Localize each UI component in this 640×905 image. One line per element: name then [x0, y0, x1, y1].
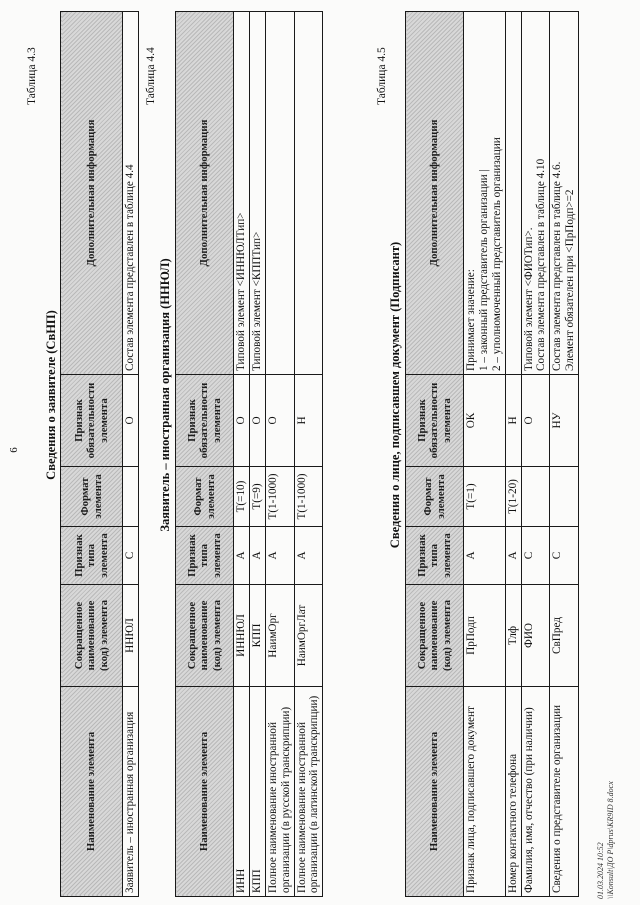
- table-cell: Номер контактного телефона: [505, 687, 521, 897]
- table-cell: Типовой элемент <КППТип>: [249, 12, 265, 375]
- table-cell: [521, 467, 550, 527]
- column-header: Формат элемента: [406, 467, 464, 527]
- table-cell: Тлф: [505, 585, 521, 687]
- table-cell: А: [464, 527, 506, 585]
- table-cell: А: [234, 527, 250, 585]
- table-cell: T(1-20): [505, 467, 521, 527]
- table-cell: СвПред: [550, 585, 579, 687]
- elements-table: [60, 11, 139, 897]
- table-cell: С: [550, 527, 579, 585]
- table-cell: А: [505, 527, 521, 585]
- table-caption: Таблица 4.5: [376, 47, 388, 105]
- column-header: Дополнительная информация: [61, 12, 123, 375]
- table-cell: Принимает значение: 1 – законный представитель организации | 2 – уполномоченный представитель организации: [464, 12, 506, 375]
- table-cell: С: [123, 527, 139, 585]
- table-cell: О: [123, 375, 139, 467]
- table-cell: Полное наименование иностранной организации (в русской транскрипции): [265, 687, 294, 897]
- page-number: 6: [8, 447, 20, 453]
- table-cell: А: [249, 527, 265, 585]
- table-cell: О: [521, 375, 550, 467]
- table-header-row: [406, 12, 464, 897]
- column-header: Признак обязательности элемента: [61, 375, 123, 467]
- table-row: [265, 12, 294, 897]
- table-caption: Таблица 4.4: [145, 47, 157, 105]
- table-cell: Полное наименование иностранной организации (в латинской транскрипции): [294, 687, 323, 897]
- table-cell: Типовой элемент <ИННЮЛТип>: [234, 12, 250, 375]
- table-title: Сведения о заявителе (СвНП): [44, 310, 58, 480]
- elements-table: [175, 11, 323, 897]
- table-cell: ПрПодп: [464, 585, 506, 687]
- elements-table: [405, 11, 579, 897]
- column-header: Формат элемента: [176, 467, 234, 527]
- column-header: Наименование элемента: [61, 687, 123, 897]
- table-cell: А: [265, 527, 294, 585]
- table-title: Заявитель – иностранная организация (ННЮЛ): [158, 258, 172, 532]
- table-cell: T(1-1000): [265, 467, 294, 527]
- table-cell: Сведения о представителе организации: [550, 687, 579, 897]
- table-cell: [550, 467, 579, 527]
- table-cell: Фамилия, имя, отчество (при наличии): [521, 687, 550, 897]
- table-header-row: [176, 12, 234, 897]
- column-header: Признак типа элемента: [176, 527, 234, 585]
- column-header: Сокращенное наименование (код) элемента: [61, 585, 123, 687]
- table-row: [550, 12, 579, 897]
- column-header: Дополнительная информация: [406, 12, 464, 375]
- table-cell: Типовой элемент <ФИОТип>. Состав элемента представлен в таблице 4.10: [521, 12, 550, 375]
- table-title: Сведения о лице, подписавшем документ (Подписант): [388, 241, 402, 549]
- table-cell: С: [521, 527, 550, 585]
- table-cell: НУ: [550, 375, 579, 467]
- table-cell: ИНН: [234, 687, 250, 897]
- table-cell: T(=10): [234, 467, 250, 527]
- table-cell: T(1-1000): [294, 467, 323, 527]
- footnote: 01.03.2024 10:52 \\Konsult\ДО Р\dprus\KR9ID 8.docx: [596, 781, 615, 899]
- table-row: [249, 12, 265, 897]
- column-header: Дополнительная информация: [176, 12, 234, 375]
- column-header: Сокращенное наименование (код) элемента: [176, 585, 234, 687]
- table-cell: О: [265, 375, 294, 467]
- table-cell: ФИО: [521, 585, 550, 687]
- column-header: Признак обязательности элемента: [176, 375, 234, 467]
- table-cell: T(=1): [464, 467, 506, 527]
- table-header-row: [61, 12, 123, 897]
- table-cell: [123, 467, 139, 527]
- table-cell: Н: [294, 375, 323, 467]
- table-cell: Заявитель – иностранная организация: [123, 687, 139, 897]
- table-cell: ИННЮЛ: [234, 585, 250, 687]
- table-cell: Состав элемента представлен в таблице 4.4: [123, 12, 139, 375]
- column-header: Наименование элемента: [176, 687, 234, 897]
- table-cell: О: [234, 375, 250, 467]
- table-row: [123, 12, 139, 897]
- column-header: Признак типа элемента: [406, 527, 464, 585]
- table-cell: ННЮЛ: [123, 585, 139, 687]
- table-row: [521, 12, 550, 897]
- table-cell: НаимОрг: [265, 585, 294, 687]
- table-caption: Таблица 4.3: [26, 47, 38, 105]
- table-row: [234, 12, 250, 897]
- table-row: [464, 12, 506, 897]
- column-header: Сокращенное наименование (код) элемента: [406, 585, 464, 687]
- column-header: Наименование элемента: [406, 687, 464, 897]
- table-cell: КПП: [249, 687, 265, 897]
- table-row: [505, 12, 521, 897]
- table-cell: КПП: [249, 585, 265, 687]
- table-cell: T(=9): [249, 467, 265, 527]
- table-cell: ОК: [464, 375, 506, 467]
- table-cell: Состав элемента представлен в таблице 4.6. Элемент обязателен при <ПрПодп>=2: [550, 12, 579, 375]
- table-cell: [505, 12, 521, 375]
- table-cell: НаимОргЛат: [294, 585, 323, 687]
- table-cell: [265, 12, 294, 375]
- table-cell: [294, 12, 323, 375]
- column-header: Формат элемента: [61, 467, 123, 527]
- table-cell: Н: [505, 375, 521, 467]
- column-header: Признак обязательности элемента: [406, 375, 464, 467]
- column-header: Признак типа элемента: [61, 527, 123, 585]
- table-cell: Признак лица, подписавшего документ: [464, 687, 506, 897]
- table-cell: А: [294, 527, 323, 585]
- table-cell: О: [249, 375, 265, 467]
- table-row: [294, 12, 323, 897]
